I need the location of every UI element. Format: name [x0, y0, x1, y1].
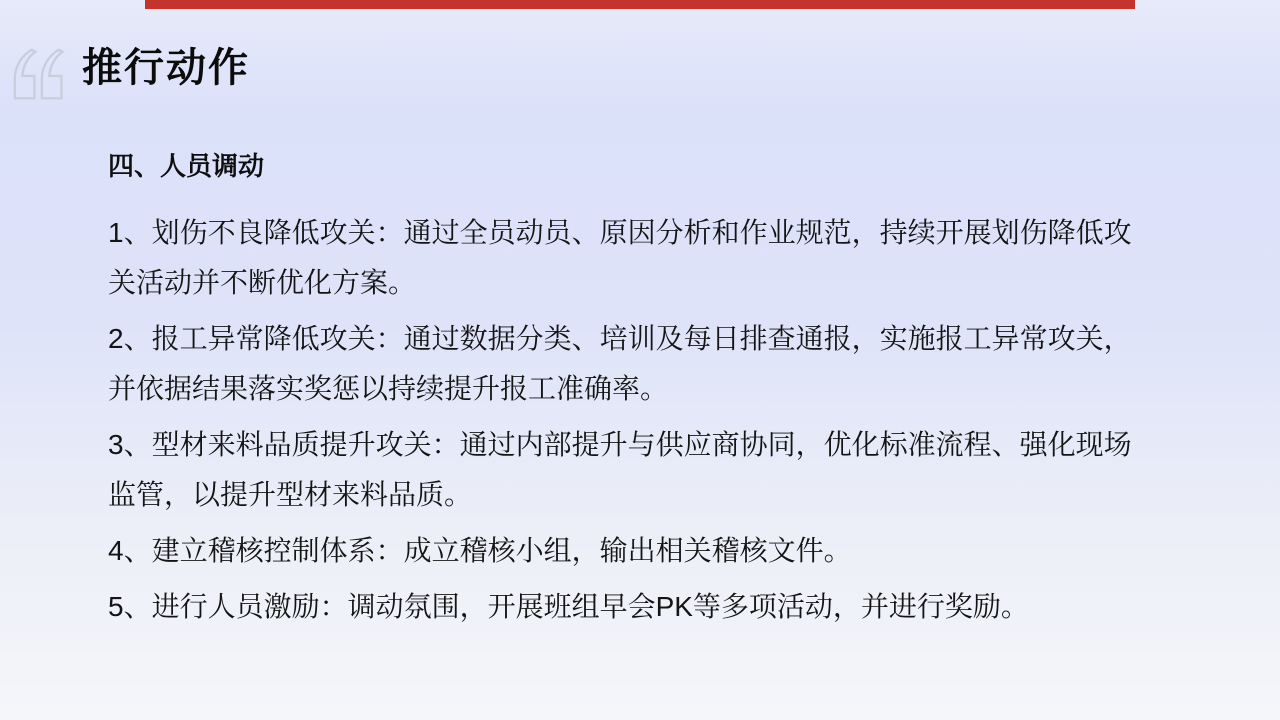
body-item — [108, 314, 1223, 414]
body-item-line: 5、进行人员激励：调动氛围，开展班组早会PK等多项活动，并进行奖励。 — [108, 591, 1029, 622]
body-item-line: 3、型材来料品质提升攻关：通过内部提升与供应商协同，优化标准流程、强化现场 — [108, 429, 1132, 460]
top-accent-bar — [145, 0, 1135, 9]
body-item-line: 监管，以提升型材来料品质。 — [108, 479, 473, 510]
body-item-line: 2、报工异常降低攻关：通过数据分类、培训及每日排查通报，实施报工异常攻关， — [108, 323, 1132, 354]
page-title: 推行动作 — [82, 46, 250, 90]
title-row — [12, 44, 250, 104]
body-item — [108, 420, 1223, 520]
body-item-line: 1、划伤不良降低攻关：通过全员动员、原因分析和作业规范，持续开展划伤降低攻 — [108, 217, 1132, 248]
body-item — [108, 208, 1223, 308]
body-item — [108, 582, 1223, 632]
body-item-line: 并依据结果落实奖惩以持续提升报工准确率。 — [108, 373, 669, 404]
double-quote-icon — [12, 46, 68, 104]
body-item — [108, 526, 1223, 576]
body-content — [108, 151, 1223, 638]
body-item-line: 关活动并不断优化方案。 — [108, 267, 417, 298]
body-items — [108, 208, 1223, 632]
body-item-line: 4、建立稽核控制体系：成立稽核小组，输出相关稽核文件。 — [108, 535, 852, 566]
section-heading: 四、人员调动 — [108, 151, 265, 181]
